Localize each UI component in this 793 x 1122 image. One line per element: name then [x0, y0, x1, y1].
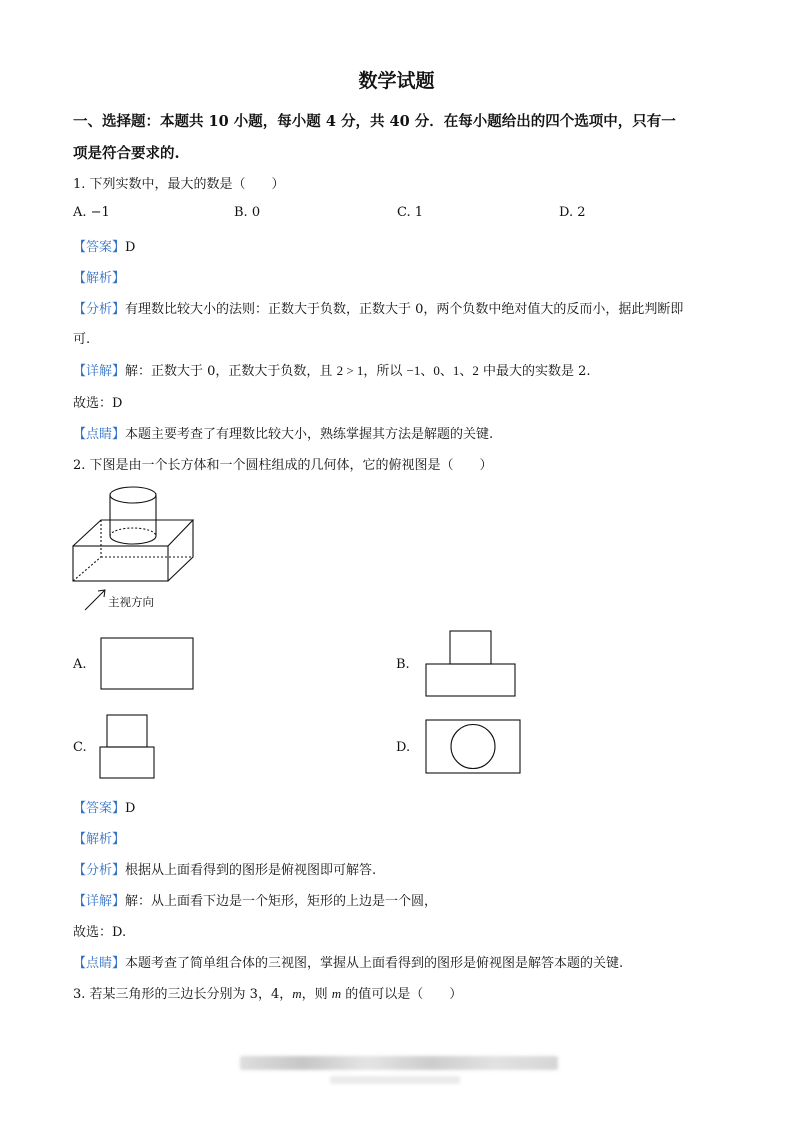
answer-tag: 【答案】 [73, 240, 126, 255]
fenxi-text: 有理数比较大小的法则：正数大于负数，正数大于 0，两个负数中绝对值大的反而小，据此判断即 [125, 302, 684, 317]
xiangjie-math1: 2 > 1 [336, 363, 364, 378]
q2-fenxi [73, 859, 376, 878]
q2-option-a-figure [100, 637, 195, 691]
xiangjie-text: 解：从上面看下边是一个矩形，矩形的上边是一个圆， [125, 894, 438, 909]
answer-value: D [125, 801, 136, 816]
arrow-icon [85, 590, 105, 610]
q1-choice: 故选：D [73, 396, 123, 411]
q1-dianjing [73, 423, 493, 442]
q2-option-c-figure [98, 714, 156, 780]
q1-option-d: D. 2 [559, 205, 586, 220]
q2-analysis-tag: 【解析】 [73, 832, 126, 847]
fenxi-text: 根据从上面看得到的图形是俯视图即可解答. [125, 863, 377, 878]
q3-stem-b: ，则 [301, 987, 332, 1002]
q2-option-b-figure [424, 630, 519, 698]
dianjing-text: 本题考查了简单组合体的三视图，掌握从上面看得到的图形是俯视图是解答本题的关键. [125, 956, 624, 971]
answer-value: D [125, 240, 136, 255]
solid-figure [60, 480, 210, 610]
q3-var-m1: m [292, 986, 302, 1001]
xiangjie-tag: 【详解】 [73, 364, 126, 379]
q2-option-b-label: B. [396, 657, 410, 672]
fenxi-tag: 【分析】 [73, 302, 126, 317]
q1-fenxi-line2: 可. [73, 332, 91, 347]
q2-option-c-label: C. [73, 740, 87, 755]
fenxi-tag: 【分析】 [73, 863, 126, 878]
q2-option-a-label: A. [73, 657, 87, 672]
q2-xiangjie [73, 890, 437, 909]
q1-stem: 1. 下列实数中，最大的数是（ ） [73, 177, 285, 192]
q1-answer [73, 236, 135, 255]
q3-stem-a: 3. 若某三角形的三边长分别为 3，4， [73, 987, 293, 1002]
q1-option-b: B. 0 [234, 205, 261, 220]
q2-dianjing [73, 952, 623, 971]
q1-option-c: C. 1 [397, 205, 424, 220]
q2-option-d-label: D. [396, 740, 411, 755]
q2-option-d-figure [424, 718, 522, 776]
xiangjie-text-a: 解：正数大于 0，正数大于负数，且 [125, 364, 337, 379]
q3-stem-c: 的值可以是（ ） [341, 987, 463, 1002]
view-direction-label: 主视方向 [108, 595, 154, 609]
xiangjie-text-b: ，所以 [363, 364, 407, 379]
q3-stem [73, 983, 462, 1002]
q3-var-m2: m [331, 986, 342, 1001]
q1-xiangjie [73, 360, 591, 379]
section-heading-line1: 一、选择题：本题共 10 小题，每小题 4 分，共 40 分．在每小题给出的四个选项中，只有一 [73, 113, 676, 130]
q1-analysis-tag: 【解析】 [73, 271, 126, 286]
dianjing-tag: 【点睛】 [73, 956, 126, 971]
section-heading-line2: 项是符合要求的. [73, 145, 180, 162]
answer-tag: 【答案】 [73, 801, 126, 816]
dianjing-tag: 【点睛】 [73, 427, 126, 442]
dianjing-text: 本题主要考查了有理数比较大小，熟练掌握其方法是解题的关键. [125, 427, 494, 442]
q1-fenxi [73, 298, 683, 317]
q2-answer [73, 797, 135, 816]
q2-stem: 2. 下图是由一个长方体和一个圆柱组成的几何体，它的俯视图是（ ） [73, 458, 493, 473]
footer-watermark [240, 1056, 558, 1070]
footer-watermark-sub [330, 1076, 460, 1084]
q1-option-a: A. −1 [73, 205, 110, 220]
page-title: 数学试题 [358, 70, 435, 92]
xiangjie-tag: 【详解】 [73, 894, 126, 909]
xiangjie-text-c: 中最大的实数是 2. [478, 364, 591, 379]
q2-choice: 故选：D. [73, 925, 127, 940]
xiangjie-math2: −1、0、1、2 [406, 363, 479, 378]
